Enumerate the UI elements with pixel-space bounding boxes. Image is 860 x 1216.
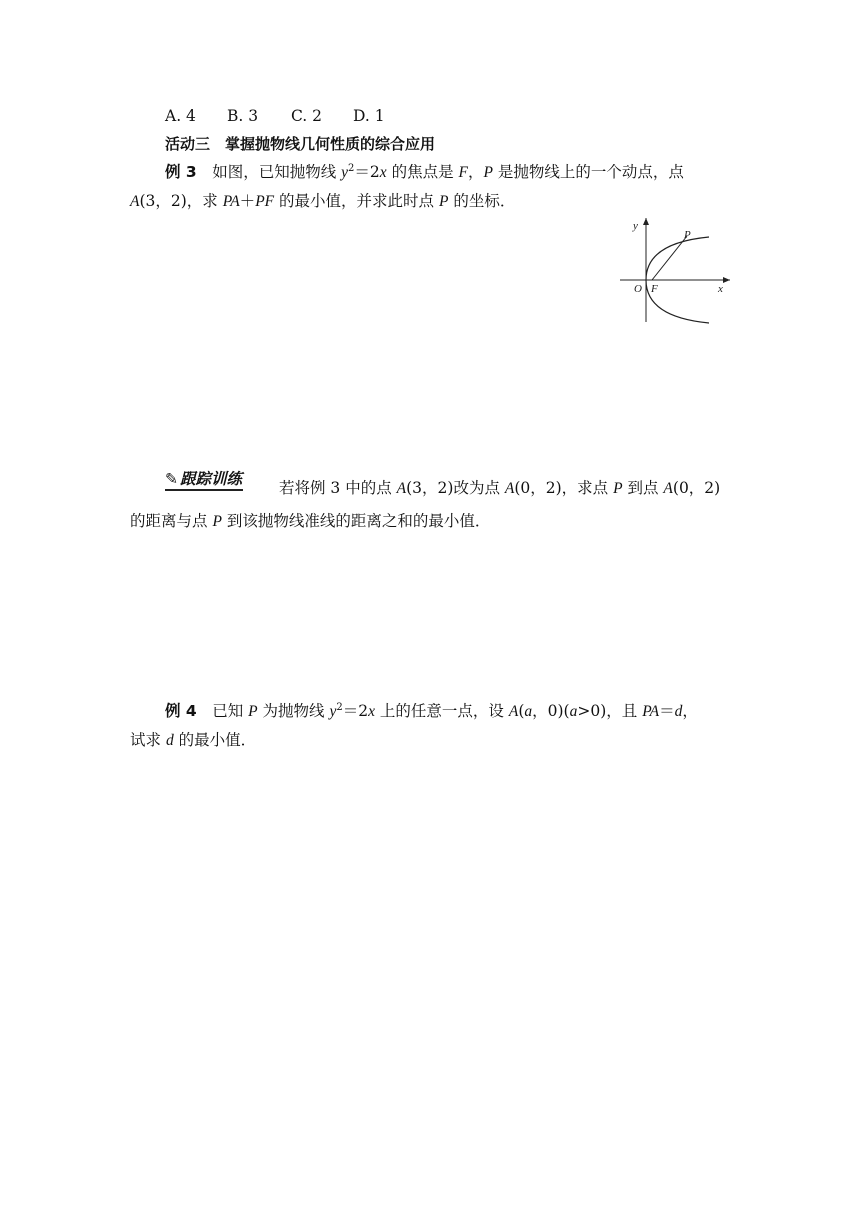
tracking-line-1-text: 若将例 3 中的点 A(3，2)改为点 A(0，2)，求点 P 到点 A(0，2) — [279, 479, 721, 497]
parabola-figure — [612, 210, 742, 328]
segment-pf — [652, 236, 687, 280]
choice-b: B. 3 — [227, 107, 259, 125]
choice-c: C. 2 — [291, 107, 323, 125]
activity-heading: 活动三 掌握抛物线几何性质的综合应用 — [165, 135, 436, 153]
label-y: y — [633, 220, 638, 232]
tracking-badge: ✎ 跟踪训练 — [165, 470, 243, 491]
tracking-line-2: 的距离与点 P 到该抛物线准线的距离之和的最小值． — [130, 512, 491, 530]
example-4-line-1: 例 4 已知 P 为抛物线 $y^2=2x$ 上的任意一点，设 A(a，0)(a>0)，且 PA＝d， — [165, 702, 698, 720]
answer-choices — [165, 107, 385, 125]
label-o: O — [634, 283, 642, 295]
example-3-line-1: 例 3 如图，已知抛物线 $y^2=2x$ 的焦点是 F，P 是抛物线上的一个动点，点 — [165, 163, 684, 181]
example-3-line-2: A(3，2)，求 PA＋PF 的最小值，并求此时点 P 的坐标． — [130, 192, 516, 210]
y-axis-arrow-icon — [643, 218, 649, 225]
label-p: P — [684, 229, 691, 241]
pencil-icon: ✎ — [165, 470, 178, 488]
choice-a: A. 4 — [165, 107, 196, 125]
example-4-line-2: 试求 d 的最小值． — [130, 731, 257, 749]
label-f: F — [651, 283, 658, 295]
tracking-line-1 — [165, 470, 243, 491]
label-x: x — [718, 283, 723, 295]
example-3-label: 例 3 — [165, 163, 197, 181]
x-axis-arrow-icon — [723, 277, 730, 283]
choice-d: D. 1 — [353, 107, 385, 125]
example-4-label: 例 4 — [165, 702, 197, 720]
